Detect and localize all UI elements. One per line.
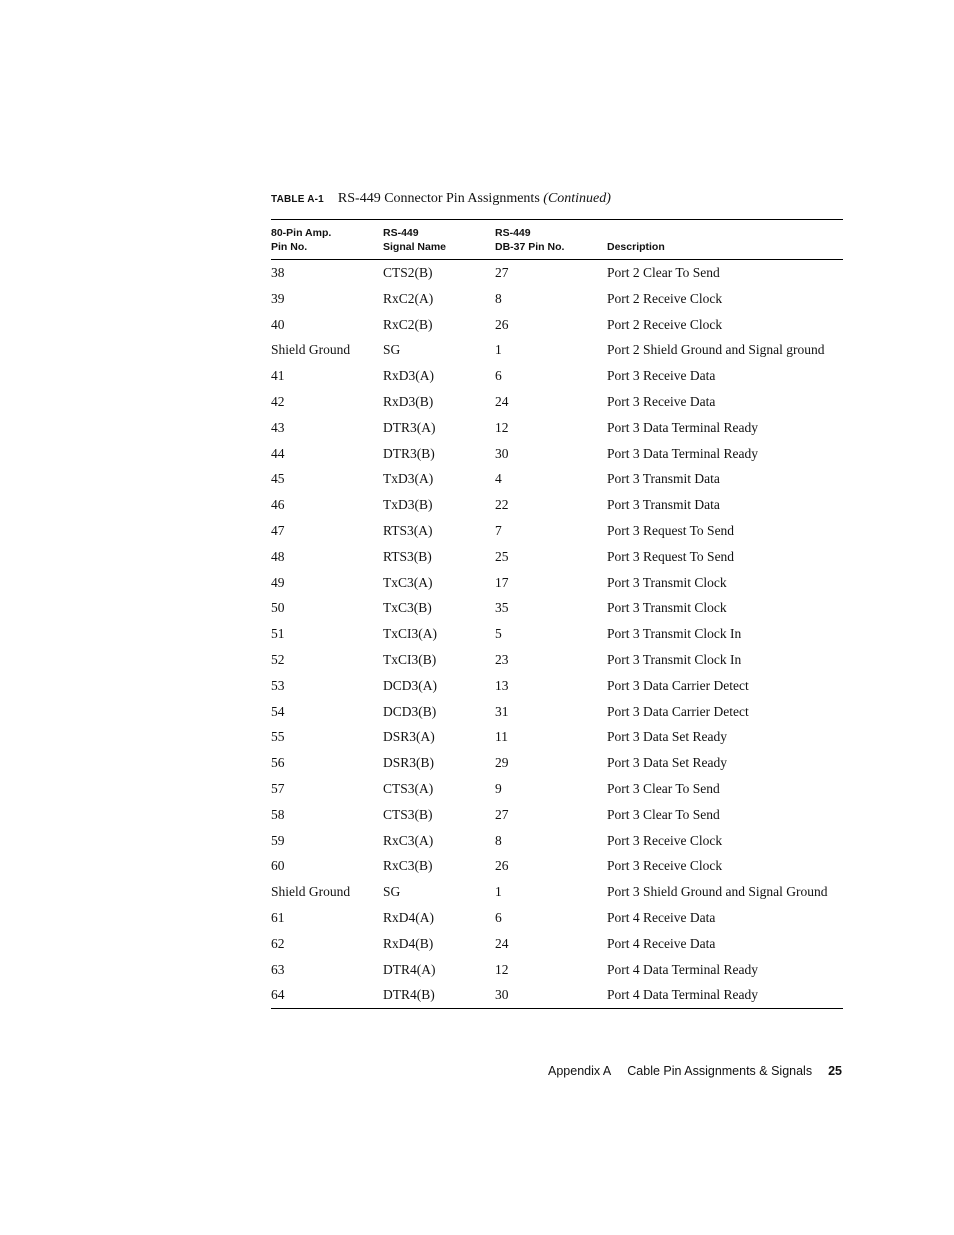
db37-pin-cell: 9 [495, 780, 502, 796]
db37-pin-cell: 27 [495, 265, 509, 280]
table-row [271, 286, 843, 312]
pin-no-cell: Shield Ground [271, 884, 351, 900]
description-cell: Port 3 Transmit Clock In [607, 626, 742, 642]
table-row [271, 441, 843, 467]
signal-name-cell: TxCI3(A) [383, 626, 437, 642]
description-cell: Port 3 Clear To Send [607, 806, 720, 822]
table-row [271, 776, 843, 802]
signal-name-cell: RxD4(B) [383, 935, 434, 951]
pin-no-cell: 48 [271, 548, 285, 564]
description-cell: Port 3 Clear To Send [607, 780, 720, 796]
description-cell: Port 4 Data Terminal Ready [607, 982, 843, 1008]
db37-pin-cell: 24 [495, 935, 509, 951]
db37-pin-cell: 30 [495, 445, 509, 461]
pin-no-cell: 57 [271, 780, 285, 796]
pin-no-cell: 64 [271, 982, 383, 1008]
db37-pin-cell: 29 [495, 755, 509, 771]
pin-no-cell: 51 [271, 626, 285, 642]
signal-name-cell: RTS3(B) [383, 548, 432, 564]
description-cell: Port 3 Data Terminal Ready [607, 419, 759, 435]
description-cell: Port 2 Shield Ground and Signal ground [607, 342, 825, 358]
description-cell: Port 3 Data Carrier Detect [607, 677, 749, 693]
signal-name-cell: DSR3(B) [383, 755, 435, 771]
db37-pin-cell: 8 [495, 290, 502, 306]
db37-pin-cell: 30 [495, 982, 607, 1008]
db37-pin-cell: 31 [495, 703, 509, 719]
db37-pin-cell: 12 [495, 961, 509, 977]
header-db37-pin: RS-449 DB-37 Pin No. [495, 220, 607, 260]
signal-name-cell: DSR3(A) [383, 729, 435, 745]
signal-name-cell: DTR4(B) [383, 982, 495, 1008]
table-row [271, 724, 843, 750]
table-row [271, 879, 843, 905]
signal-name-cell: RxC3(A) [383, 832, 434, 848]
signal-name-cell: DTR3(B) [383, 445, 435, 461]
pin-no-cell: 63 [271, 961, 285, 977]
description-cell: Port 3 Receive Data [607, 368, 716, 384]
pin-no-cell: 42 [271, 393, 285, 409]
description-cell: Port 4 Data Terminal Ready [607, 961, 759, 977]
pin-no-cell: 40 [271, 316, 285, 332]
table-row [271, 982, 843, 1008]
table-row [271, 828, 843, 854]
db37-pin-cell: 8 [495, 832, 502, 848]
table-row [271, 699, 843, 725]
description-cell: Port 3 Receive Data [607, 393, 716, 409]
signal-name-cell: RxC2(A) [383, 290, 434, 306]
table-row [271, 260, 843, 286]
db37-pin-cell: 23 [495, 651, 509, 667]
table-row [271, 957, 843, 983]
table-row [271, 931, 843, 957]
pin-assignment-table [271, 219, 843, 1009]
db37-pin-cell: 1 [495, 884, 502, 900]
signal-name-cell: RxC2(B) [383, 316, 433, 332]
table-row [271, 544, 843, 570]
description-cell: Port 3 Request To Send [607, 548, 735, 564]
page-number: 25 [828, 1064, 842, 1078]
description-cell: Port 3 Receive Clock [607, 858, 723, 874]
signal-name-cell: RxD4(A) [383, 909, 434, 925]
signal-name-cell: TxD3(A) [383, 471, 434, 487]
signal-name-cell: RxC3(B) [383, 858, 433, 874]
signal-name-cell: CTS2(B) [383, 265, 433, 280]
db37-pin-cell: 1 [495, 342, 502, 358]
signal-name-cell: DTR4(A) [383, 961, 436, 977]
pin-no-cell: 46 [271, 497, 285, 513]
db37-pin-cell: 26 [495, 316, 509, 332]
signal-name-cell: RxD3(A) [383, 368, 434, 384]
table-row [271, 518, 843, 544]
description-cell: Port 2 Receive Clock [607, 316, 723, 332]
db37-pin-cell: 26 [495, 858, 509, 874]
pin-no-cell: 60 [271, 858, 285, 874]
description-cell: Port 3 Receive Clock [607, 832, 723, 848]
description-cell: Port 3 Transmit Clock In [607, 651, 742, 667]
description-cell: Port 3 Data Terminal Ready [607, 445, 759, 461]
pin-no-cell: 39 [271, 290, 285, 306]
table-caption [271, 190, 843, 208]
db37-pin-cell: 12 [495, 419, 509, 435]
pin-no-cell: 41 [271, 368, 285, 384]
description-cell: Port 2 Clear To Send [607, 265, 720, 280]
signal-name-cell: SG [383, 884, 401, 900]
db37-pin-cell: 24 [495, 393, 509, 409]
pin-no-cell: 55 [271, 729, 285, 745]
pin-no-cell: 54 [271, 703, 285, 719]
db37-pin-cell: 4 [495, 471, 502, 487]
pin-no-cell: 44 [271, 445, 285, 461]
pin-no-cell: 52 [271, 651, 285, 667]
signal-name-cell: RTS3(A) [383, 522, 433, 538]
description-cell: Port 3 Transmit Data [607, 471, 720, 487]
table-row [271, 415, 843, 441]
pin-no-cell: 56 [271, 755, 285, 771]
description-cell: Port 4 Receive Data [607, 909, 716, 925]
db37-pin-cell: 6 [495, 909, 502, 925]
description-cell: Port 3 Data Carrier Detect [607, 703, 749, 719]
db37-pin-cell: 13 [495, 677, 509, 693]
signal-name-cell: CTS3(B) [383, 806, 433, 822]
table-continued: (Continued) [543, 191, 611, 207]
table-row [271, 492, 843, 518]
description-cell: Port 3 Transmit Clock [607, 574, 727, 590]
pin-no-cell: 59 [271, 832, 285, 848]
db37-pin-cell: 25 [495, 548, 509, 564]
db37-pin-cell: 5 [495, 626, 502, 642]
signal-name-cell: DCD3(B) [383, 703, 437, 719]
pin-no-cell: 50 [271, 600, 285, 616]
table-row [271, 647, 843, 673]
pin-no-cell: 43 [271, 419, 285, 435]
description-cell: Port 3 Shield Ground and Signal Ground [607, 884, 828, 900]
signal-name-cell: TxCI3(B) [383, 651, 437, 667]
description-cell: Port 3 Data Set Ready [607, 755, 727, 771]
table-row [271, 595, 843, 621]
table-row [271, 312, 843, 338]
pin-no-cell: 61 [271, 909, 285, 925]
pin-no-cell: 53 [271, 677, 285, 693]
table-row [271, 363, 843, 389]
table-row [271, 673, 843, 699]
signal-name-cell: DTR3(A) [383, 419, 436, 435]
description-cell: Port 2 Receive Clock [607, 290, 723, 306]
pin-no-cell: 62 [271, 935, 285, 951]
pin-no-cell: 47 [271, 522, 285, 538]
table-label: TABLE A-1 [271, 193, 324, 205]
table-row [271, 389, 843, 415]
db37-pin-cell: 17 [495, 574, 509, 590]
pin-no-cell: Shield Ground [271, 342, 351, 358]
table-row [271, 570, 843, 596]
table-header [271, 220, 843, 260]
table-title: RS-449 Connector Pin Assignments (Continued) [337, 191, 611, 207]
header-description: Description [607, 220, 843, 260]
table-row [271, 466, 843, 492]
header-signal-name: RS-449 Signal Name [383, 220, 495, 260]
pin-no-cell: 49 [271, 574, 285, 590]
signal-name-cell: TxC3(A) [383, 574, 433, 590]
table-row [271, 853, 843, 879]
table-row [271, 905, 843, 931]
pin-no-cell: 38 [271, 265, 285, 280]
db37-pin-cell: 35 [495, 600, 509, 616]
table-row [271, 802, 843, 828]
header-row [271, 220, 843, 260]
db37-pin-cell: 11 [495, 729, 508, 745]
signal-name-cell: CTS3(A) [383, 780, 434, 796]
table-row [271, 621, 843, 647]
signal-name-cell: SG [383, 342, 401, 358]
page-footer [548, 1064, 842, 1078]
footer-section-title: Cable Pin Assignments & Signals [627, 1064, 813, 1078]
description-cell: Port 3 Transmit Data [607, 497, 720, 513]
table-body [271, 260, 843, 1009]
signal-name-cell: RxD3(B) [383, 393, 434, 409]
description-cell: Port 4 Receive Data [607, 935, 716, 951]
pin-no-cell: 58 [271, 806, 285, 822]
signal-name-cell: TxC3(B) [383, 600, 432, 616]
signal-name-cell: DCD3(A) [383, 677, 437, 693]
pin-no-cell: 45 [271, 471, 285, 487]
footer-appendix: Appendix A [548, 1064, 612, 1078]
description-cell: Port 3 Transmit Clock [607, 600, 727, 616]
db37-pin-cell: 7 [495, 522, 502, 538]
db37-pin-cell: 6 [495, 368, 502, 384]
signal-name-cell: TxD3(B) [383, 497, 433, 513]
header-pin-no: 80-Pin Amp. Pin No. [271, 220, 383, 260]
table-row [271, 337, 843, 363]
description-cell: Port 3 Request To Send [607, 522, 735, 538]
description-cell: Port 3 Data Set Ready [607, 729, 727, 745]
db37-pin-cell: 27 [495, 806, 509, 822]
db37-pin-cell: 22 [495, 497, 509, 513]
table-row [271, 750, 843, 776]
